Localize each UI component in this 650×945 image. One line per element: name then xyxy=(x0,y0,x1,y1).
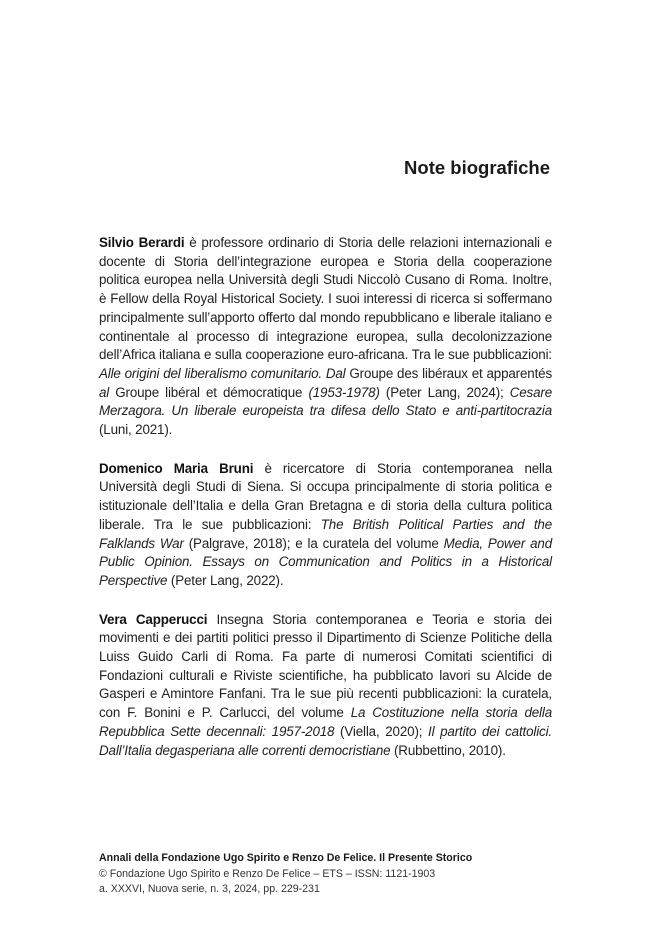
bio-text: (Viella, 2020); xyxy=(334,723,429,739)
bio-italic-text: Media, Power and Public Opinion. Essays on Communication and Politics in a Historical Perspective xyxy=(99,535,552,588)
bio-text: (Rubbettino, 2010). xyxy=(390,742,506,758)
page-footer xyxy=(99,851,559,898)
bio-italic-text: Cesare Merzagora. Un liberale europeista tra difesa dello Stato e anti-partitocrazia xyxy=(99,384,552,419)
bio-entry xyxy=(99,460,552,591)
bio-text: Groupe des libéraux et apparentés xyxy=(345,365,552,381)
bio-text: Groupe libéral et démocratique xyxy=(109,384,309,400)
bio-italic-text: (1953-1978) xyxy=(308,384,380,400)
bio-italic-text: Il partito dei cattolici. Dall’Italia degasperiana alle correnti democristiane xyxy=(99,723,552,758)
bio-entry xyxy=(99,234,552,440)
bio-italic-text: La Costituzione nella storia della Repubblica Sette decennali: 1957-2018 xyxy=(99,705,552,739)
bio-text: (Palgrave, 2018); e la curatela del volume xyxy=(183,535,444,551)
journal-title: Annali della Fondazione Ugo Spirito e Renzo De Felice. Il Presente Storico xyxy=(99,852,473,864)
bio-text: Insegna Storia contemporanea e Teoria e storia dei movimenti e dei partiti politici presso il Dipartimento di Scienze Politiche della Luiss Guido Carli di Roma. Fa parte di numerosi Comitati scientifici di Fondazioni culturali e Riviste scientifiche, ha pubblicato lavori su Alcide de Gasperi e Amintore Fanfani. Tra le sue più recenti pubblicazioni: la curatela, con F. Bonini e P. Carlucci, del volume xyxy=(99,611,552,721)
bio-text: è professore ordinario di Storia delle relazioni internazionali e docente di Storia dell’integrazione europea e Storia della cooperazione politica europea nella Università degli Studi Niccolò Cusano di Roma. Inoltre, è Fellow della Royal Historical Society. I suoi interessi di ricerca si soffermano principalmente sull’apporto offerto dal mondo repubblicano e liberale italiano e continentale al processo di integrazione europea, sulla decolonizzazione dell’Africa italiana e sulla cooperazione euro-africana. Tra le sue pubblicazioni: xyxy=(99,235,552,363)
bio-text: (Peter Lang, 2024); xyxy=(379,384,510,400)
bio-name: Vera Capperucci xyxy=(99,611,208,627)
bio-italic-text: al xyxy=(99,384,110,400)
bio-text: (Peter Lang, 2022). xyxy=(167,572,284,588)
bio-name: Domenico Maria Bruni xyxy=(99,460,254,476)
bio-name: Silvio Berardi xyxy=(99,235,185,250)
page-title: Note biografiche xyxy=(404,157,550,178)
bio-entry xyxy=(99,611,552,761)
bio-text: è ricercatore di Storia contemporanea nella Università degli Studi di Siena. Si occupa principalmente di storia politica e istituzionale dell’Italia e della Gran Bretagna e di storia della cultura politica liberale. Tra le sue pubblicazioni: xyxy=(99,460,552,532)
bio-text: (Luni, 2021). xyxy=(99,422,173,438)
copyright-line: © Fondazione Ugo Spirito e Renzo De Felice – ETS – ISSN: 1121-1903 xyxy=(99,867,436,880)
bio-list xyxy=(99,234,552,780)
bio-italic-text: The British Political Parties and the Falklands War xyxy=(99,516,552,551)
issue-line: a. XXXVI, Nuova serie, n. 3, 2024, pp. 229-231 xyxy=(99,883,320,896)
bio-italic-text: Alle origini del liberalismo comunitario. Dal xyxy=(99,365,346,381)
